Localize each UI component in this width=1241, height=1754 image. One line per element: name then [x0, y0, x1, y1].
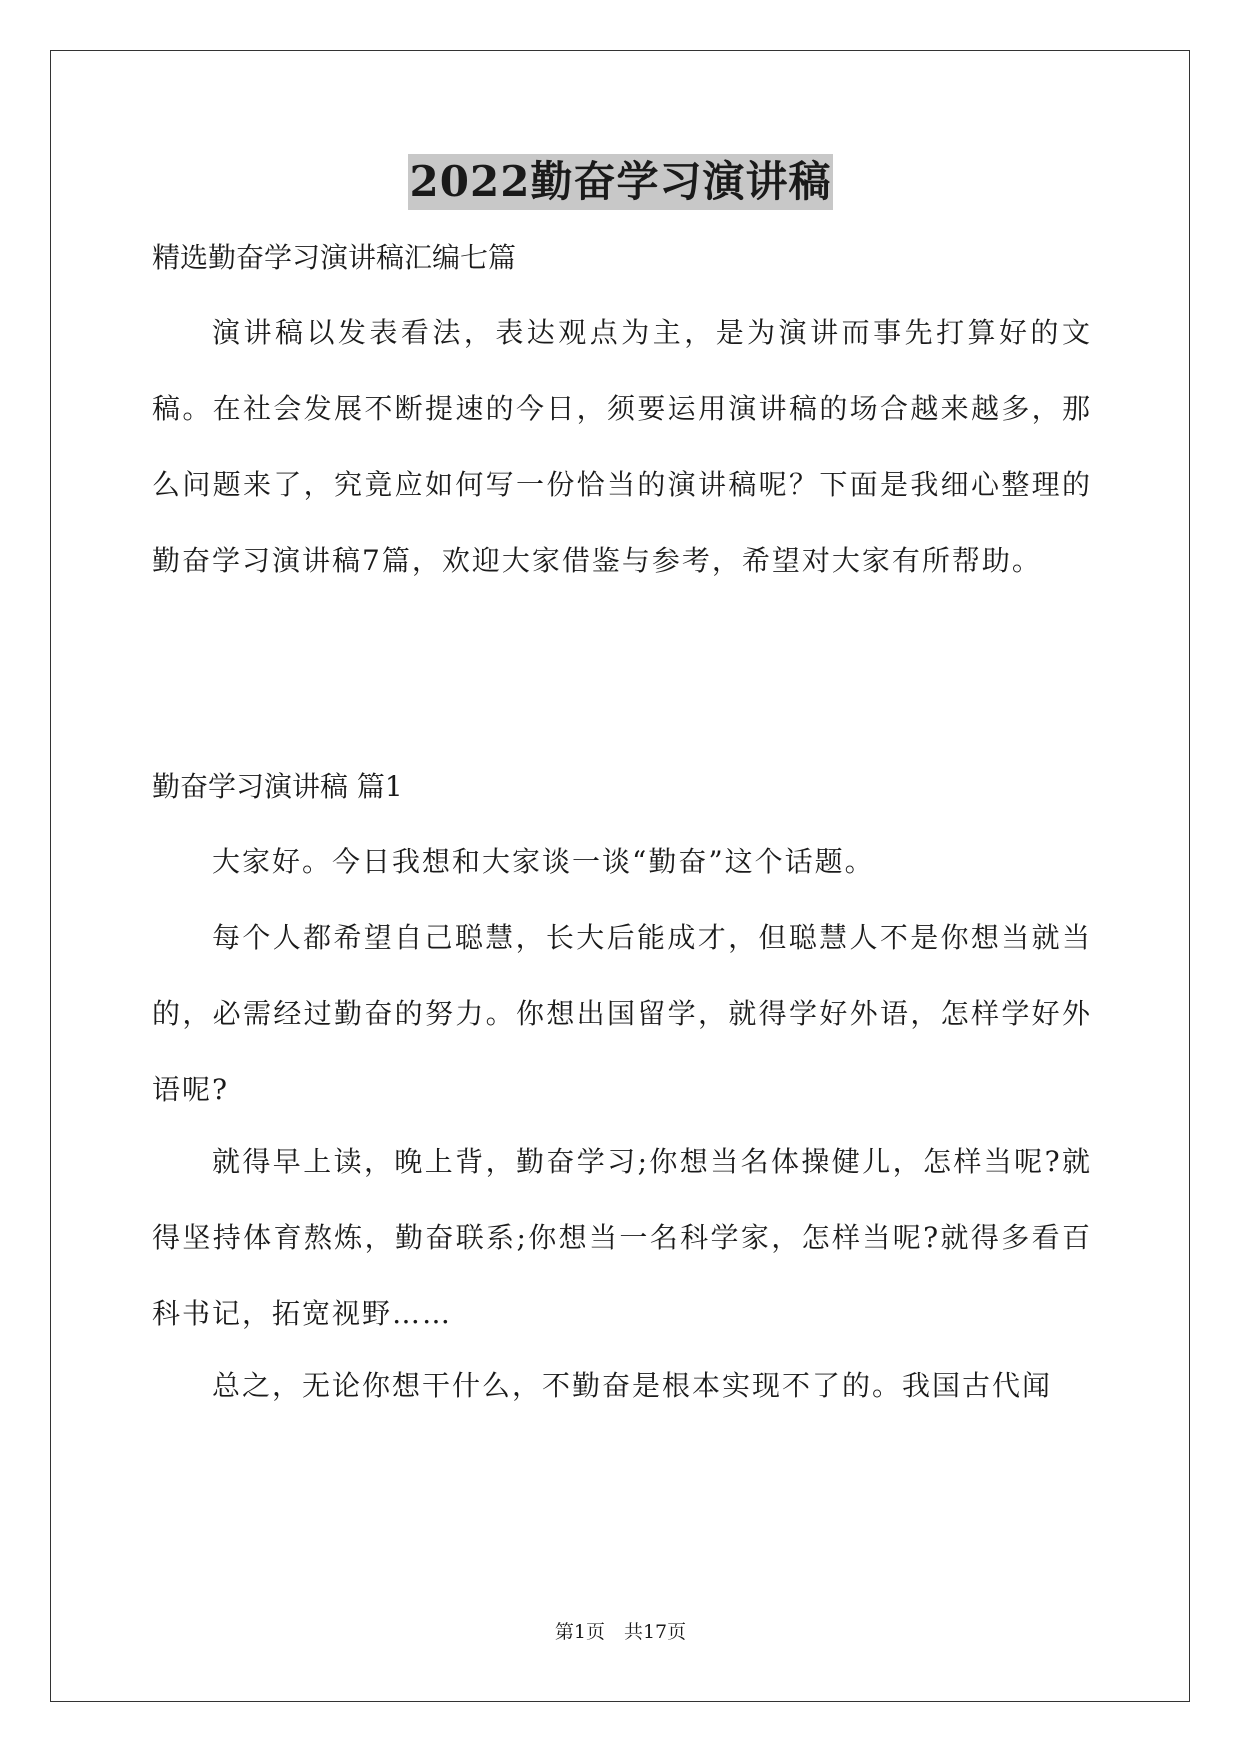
- intro-paragraph: 演讲稿以发表看法，表达观点为主，是为演讲而事先打算好的文稿。在社会发展不断提速的今日，须要运用演讲稿的场合越来越多，那么问题来了，究竟应如何写一份恰当的演讲稿呢？下面是我细心整理的勤奋学习演讲稿7篇，欢迎大家借鉴与参考，希望对大家有所帮助。: [152, 316, 1092, 577]
- body-paragraph: 每个人都希望自己聪慧，长大后能成才，但聪慧人不是你想当就当的，必需经过勤奋的努力。你想出国留学，就得学好外语，怎样学好外语呢?: [152, 921, 1092, 1106]
- body-paragraph: 总之，无论你想干什么，不勤奋是根本实现不了的。我国古代闻: [212, 1369, 1053, 1402]
- body-paragraph: 大家好。今日我想和大家谈一谈“勤奋”这个话题。: [212, 845, 875, 878]
- document-title: [0, 154, 1241, 210]
- section-heading: 勤奋学习演讲稿 篇1: [152, 770, 403, 803]
- document-subtitle: 精选勤奋学习演讲稿汇编七篇: [152, 241, 517, 274]
- body-paragraph: 就得早上读，晚上背，勤奋学习;你想当名体操健儿，怎样当呢?就得坚持体育熬炼，勤奋联系;你想当一名科学家，怎样当呢?就得多看百科书记，拓宽视野……: [152, 1145, 1092, 1330]
- page-number: 第1页 共17页: [554, 1621, 687, 1643]
- document-title-text: 2022勤奋学习演讲稿: [408, 154, 834, 210]
